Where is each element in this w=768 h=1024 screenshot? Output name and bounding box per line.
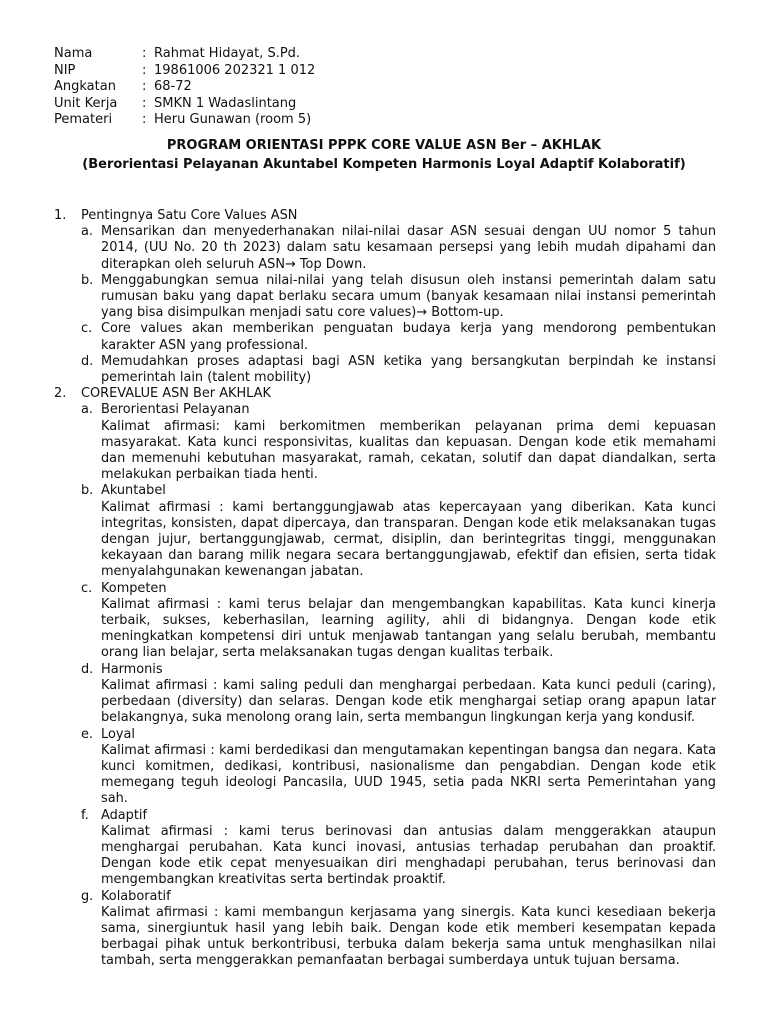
item-text: Mensarikan dan menyederhanakan nilai-nilai dasar ASN sesuai dengan UU nomor 5 tahun 2014, (UU No. 20 th 2023) dalam satu kesamaan persepsi yang lebih mudah dipahami dan diterapkan oleh seluruh ASN→ Top Down. [101, 224, 716, 272]
section-title: COREVALUE ASN Ber AKHLAK [81, 386, 271, 402]
item-text: Memudahkan proses adaptasi bagi ASN ketika yang bersangkutan berpindah ke instansi pemerintah lain (talent mobility) [101, 353, 716, 386]
header-colon: : [142, 46, 147, 61]
item-letter: c. [81, 580, 93, 596]
header-colon: : [142, 95, 147, 111]
value-item-loyal [0, 727, 716, 743]
list-item [0, 224, 716, 273]
value-name: Kompeten [101, 580, 167, 596]
header-row-nip [54, 63, 315, 80]
item-letter: c. [81, 321, 93, 337]
header-value: 68-72 [154, 79, 192, 94]
value-description: Kalimat afirmasi : kami terus berinovasi dan antusias dalam menggerakkan ataupun menghargai perubahan. Kata kunci inovasi, antusias terhadap perubahan dan proaktif. Dengan kode etik cepat menyesuaikan diri menghadapi perubahan, terus berinovasi dan mengembangkan kreativitas serta bertindak proaktif. [101, 823, 716, 888]
header-label: Nama [54, 46, 93, 61]
header-label: Pemateri [54, 112, 113, 127]
header-row-pemateri [54, 112, 315, 129]
header-colon: : [142, 62, 147, 78]
value-name: Akuntabel [101, 483, 166, 499]
value-item-adaptif [0, 808, 716, 824]
content-list [0, 208, 768, 970]
value-name: Adaptif [101, 807, 148, 823]
header-colon: : [142, 79, 147, 94]
section-number: 1. [54, 208, 67, 223]
header-row-angkatan [54, 79, 315, 96]
item-letter: d. [81, 353, 94, 369]
identity-header [54, 46, 315, 129]
item-letter: b. [81, 483, 94, 499]
item-letter: a. [81, 402, 93, 418]
section-1-heading [0, 208, 768, 224]
header-label: Angkatan [54, 79, 116, 94]
value-name: Kolaboratif [101, 888, 171, 904]
item-letter: g. [81, 888, 94, 904]
value-name: Loyal [101, 726, 135, 742]
header-value: 19861006 202321 1 012 [154, 62, 316, 78]
item-letter: d. [81, 661, 94, 677]
section-2-heading [0, 386, 768, 402]
header-row-nama [54, 46, 315, 63]
item-text: Core values akan memberikan penguatan budaya kerja yang mendorong pembentukan karakter ASN yang professional. [101, 321, 716, 353]
value-name: Berorientasi Pelayanan [101, 402, 250, 418]
value-description: Kalimat afirmasi : kami membangun kerjasama yang sinergis. Kata kunci kesediaan bekerja sama, sinergiuntuk hasil yang lebih baik. Dengan kode etik memberi kesempatan kepada berbagai pihak untuk berkontribusi, terbuka dalam bekerja sama untuk menghasilkan nilai tambah, serta menggerakkan pemanfaatan berbagai sumberdaya untuk tujuan bersama. [101, 904, 716, 969]
header-value: Rahmat Hidayat, S.Pd. [154, 46, 301, 61]
header-value: Heru Gunawan (room 5) [154, 112, 312, 127]
header-row-unit-kerja [54, 96, 315, 113]
document-title: PROGRAM ORIENTASI PPPK CORE VALUE ASN Ber – AKHLAK [166, 138, 602, 153]
list-item [0, 321, 716, 353]
value-description: Kalimat afirmasi : kami saling peduli dan menghargai perbedaan. Kata kunci peduli (caring), perbedaan (diversity) dan selaras. Dengan kode etik menghargai setiap orang apapun latar belakangnya, suka menolong orang lain, serta membangun lingkungan kerja yang kondusif. [101, 677, 716, 726]
list-item [0, 273, 716, 322]
item-letter: f. [81, 807, 89, 823]
header-colon: : [142, 112, 147, 127]
value-description: Kalimat afirmasi : kami berdedikasi dan mengutamakan kepentingan bangsa dan negara. Kata kunci komitmen, dedikasi, kontribusi, nasionalisme dan pengabdian. Dengan kode etik memegang teguh ideologi Pancasila, UUD 1945, setia pada NKRI serta Pemerintahan yang sah. [101, 742, 716, 807]
list-item [0, 354, 716, 386]
value-description: Kalimat afirmasi: kami berkomitmen memberikan pelayanan prima demi kepuasan masyarakat. Kata kunci responsivitas, kualitas dan kepuasan. Dengan kode etik memahami dan memenuhi kebutuhan masyarakat, ramah, cekatan, solutif dan dapat diandalkan, serta melakukan perbaikan tiada henti. [101, 418, 716, 483]
value-item-harmonis [0, 662, 716, 678]
item-letter: b. [81, 272, 94, 288]
value-description: Kalimat afirmasi : kami bertanggungjawab atas kepercayaan yang diberikan. Kata kunci integritas, konsisten, dapat dipercaya, dan transparan. Dengan kode etik melaksanakan tugas dengan jujur, bertanggungjawab, cermat, disiplin, dan berintegritas tinggi, menggunakan kekayaan dan barang milik negara secara bertanggungjawab, efektif dan efisien, serta tidak menyalahgunakan kewenangan jabatan. [101, 499, 716, 580]
value-item-berorientasi-pelayanan [0, 402, 716, 418]
document-subtitle: (Berorientasi Pelayanan Akuntabel Kompeten Harmonis Loyal Adaptif Kolaboratif) [82, 157, 686, 172]
item-letter: e. [81, 726, 94, 742]
value-description: Kalimat afirmasi : kami terus belajar dan mengembangkan kapabilitas. Kata kunci kinerja terbaik, sukses, keberhasilan, learning agility, ahli di bidangnya. Dengan kode etik meningkatkan kompetensi diri untuk menjawab tantangan yang selalu berubah, membantu orang lian belajar, serta melaksanakan tugas dengan kualitas terbaik. [101, 596, 716, 661]
section-title: Pentingnya Satu Core Values ASN [81, 208, 298, 223]
value-item-akuntabel [0, 483, 716, 499]
header-value: SMKN 1 Wadaslintang [154, 95, 297, 111]
value-name: Harmonis [101, 661, 163, 677]
item-letter: a. [81, 224, 93, 240]
item-text: Menggabungkan semua nilai-nilai yang telah disusun oleh instansi pemerintah dalam satu rumusan baku yang dapat berlaku secara umum (banyak kesamaan nilai instansi pemerintah yang bisa disimpulkan menjadi satu core values)→ Bottom-up. [101, 272, 716, 321]
value-item-kompeten [0, 581, 716, 597]
header-label: NIP [54, 62, 76, 78]
header-label: Unit Kerja [54, 95, 118, 111]
section-number: 2. [54, 386, 67, 402]
value-item-kolaboratif [0, 889, 716, 905]
